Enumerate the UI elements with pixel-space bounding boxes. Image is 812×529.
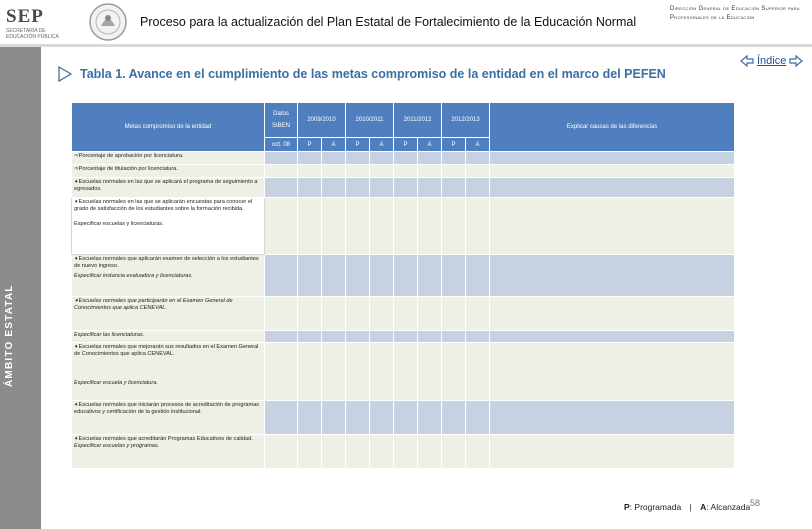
header-a: A — [418, 138, 442, 152]
value-cell[interactable] — [322, 331, 346, 343]
value-cell[interactable] — [370, 178, 394, 198]
value-cell[interactable] — [370, 343, 394, 401]
causes-cell[interactable] — [490, 297, 735, 331]
goal-label: ➾Porcentaje de titulación por licenciatura. — [72, 165, 265, 178]
value-cell[interactable] — [322, 297, 346, 331]
table-row — [72, 435, 735, 469]
value-cell[interactable] — [394, 401, 418, 435]
table-row — [72, 198, 735, 255]
sep-logo-subtitle: SECRETARÍA DE EDUCACIÓN PÚBLICA — [6, 28, 59, 40]
goal-label — [72, 343, 265, 401]
value-cell[interactable] — [370, 165, 394, 178]
table-row — [72, 297, 735, 331]
value-cell[interactable] — [322, 435, 346, 469]
header-datos-line2: SIBEN — [271, 123, 290, 129]
value-cell[interactable] — [418, 401, 442, 435]
datos-cell[interactable] — [265, 178, 298, 198]
value-cell[interactable] — [442, 435, 466, 469]
value-cell[interactable] — [346, 331, 370, 343]
value-cell[interactable] — [322, 152, 346, 165]
header-datos-date: oct. 08 — [265, 138, 298, 152]
causes-cell[interactable] — [490, 435, 735, 469]
goal-spec: Especificar instancia evaluadora y licenciaturas. — [74, 273, 193, 279]
goal-label — [72, 255, 265, 297]
goal-label: Especificar las licenciaturas. — [72, 331, 265, 343]
next-arrow-icon[interactable] — [789, 54, 803, 68]
goal-text: ➧Escuelas normales que mejorarán sus resultados en el Examen General de Conocimientos que aplica CENEVAL. — [74, 344, 259, 357]
header-a: A — [322, 138, 346, 152]
value-cell[interactable] — [370, 152, 394, 165]
value-cell[interactable] — [298, 435, 322, 469]
header-p: P — [298, 138, 322, 152]
value-cell[interactable] — [466, 198, 490, 255]
value-cell[interactable] — [466, 255, 490, 297]
page-header — [0, 0, 812, 46]
value-cell[interactable] — [442, 297, 466, 331]
datos-cell[interactable] — [265, 297, 298, 331]
causes-cell[interactable] — [490, 255, 735, 297]
causes-cell[interactable] — [490, 343, 735, 401]
value-cell[interactable] — [442, 401, 466, 435]
value-cell[interactable] — [466, 331, 490, 343]
goal-text: ➧Escuelas normales que acreditarán Programas Educativos de calidad. — [74, 436, 253, 442]
header-p: P — [346, 138, 370, 152]
goal-text: ➧Escuelas normales en las que se aplicarán encuestas para conocer el grado de satisfacción de los estudiantes sobre la formación recibida. — [74, 199, 253, 212]
header-a: A — [466, 138, 490, 152]
causes-cell[interactable] — [490, 401, 735, 435]
value-cell[interactable] — [466, 343, 490, 401]
value-cell[interactable] — [394, 152, 418, 165]
value-cell[interactable] — [370, 198, 394, 255]
value-cell[interactable] — [370, 331, 394, 343]
datos-cell[interactable] — [265, 198, 298, 255]
value-cell[interactable] — [466, 435, 490, 469]
value-cell[interactable] — [346, 297, 370, 331]
caption-text: Tabla 1. Avance en el cumplimiento de las metas compromiso de la entidad en el marco del PEFEN — [80, 67, 666, 81]
goal-spec: Especificar escuelas y programas. — [74, 443, 160, 449]
value-cell[interactable] — [394, 435, 418, 469]
value-cell[interactable] — [298, 198, 322, 255]
value-cell[interactable] — [418, 331, 442, 343]
directorate-label: Dirección General de Educación Superior para Profesionales de la Educación — [670, 6, 800, 21]
value-cell[interactable] — [418, 255, 442, 297]
value-cell[interactable] — [466, 401, 490, 435]
value-cell[interactable] — [370, 255, 394, 297]
value-cell[interactable] — [466, 165, 490, 178]
goal-label: ➧Escuelas normales que iniciarán procesos de acreditación de programas educativos y certificación de la gestión institucional. — [72, 401, 265, 435]
value-cell[interactable] — [442, 331, 466, 343]
value-cell[interactable] — [322, 165, 346, 178]
causes-cell[interactable] — [490, 152, 735, 165]
national-seal-icon — [88, 2, 128, 42]
value-cell[interactable] — [322, 255, 346, 297]
goal-label: ➧Escuelas normales en las que se aplicará el programa de seguimiento a egresados. — [72, 178, 265, 198]
datos-cell[interactable] — [265, 165, 298, 178]
value-cell[interactable] — [394, 255, 418, 297]
value-cell[interactable] — [322, 198, 346, 255]
value-cell[interactable] — [442, 165, 466, 178]
sep-logo-text: SEP — [6, 6, 44, 27]
value-cell[interactable] — [394, 331, 418, 343]
value-cell[interactable] — [346, 343, 370, 401]
table-row — [72, 401, 735, 435]
value-cell[interactable] — [418, 152, 442, 165]
value-cell[interactable] — [346, 401, 370, 435]
value-cell[interactable] — [370, 401, 394, 435]
value-cell[interactable] — [322, 401, 346, 435]
value-cell[interactable] — [442, 152, 466, 165]
legend-a-text: : Alcanzada — [706, 502, 751, 512]
value-cell[interactable] — [442, 343, 466, 401]
value-cell[interactable] — [346, 198, 370, 255]
datos-cell[interactable] — [265, 255, 298, 297]
legend-separator: | — [689, 502, 692, 512]
value-cell[interactable] — [298, 343, 322, 401]
value-cell[interactable] — [298, 401, 322, 435]
value-cell[interactable] — [466, 297, 490, 331]
sep-logo — [6, 6, 80, 42]
header-year: 2010/2011 — [346, 103, 394, 138]
value-cell[interactable] — [370, 297, 394, 331]
causes-cell[interactable] — [490, 198, 735, 255]
index-navigation — [740, 53, 803, 69]
header-datos-line1: Datos — [273, 111, 289, 117]
legend-a-key: A — [700, 502, 707, 512]
header-divider — [0, 44, 812, 47]
table-row — [72, 152, 735, 165]
header-p: P — [394, 138, 418, 152]
datos-cell[interactable] — [265, 401, 298, 435]
value-cell[interactable] — [298, 297, 322, 331]
legend-p-text: : Programada — [629, 502, 682, 512]
value-cell[interactable] — [298, 255, 322, 297]
header-a: A — [370, 138, 394, 152]
value-cell[interactable] — [418, 198, 442, 255]
table-caption — [58, 66, 666, 82]
value-cell[interactable] — [346, 255, 370, 297]
value-cell[interactable] — [394, 343, 418, 401]
sidebar — [0, 47, 41, 529]
header-causas: Explicar causas de las diferencias — [490, 103, 735, 152]
value-cell[interactable] — [298, 152, 322, 165]
value-cell[interactable] — [346, 178, 370, 198]
goal-label — [72, 198, 265, 255]
value-cell[interactable] — [394, 165, 418, 178]
index-link[interactable]: Índice — [757, 55, 787, 67]
table-row — [72, 165, 735, 178]
goal-label: ➧Escuelas normales que participarán en el Examen General de Conocimientos que aplica CENEVAL — [72, 297, 265, 331]
datos-cell[interactable] — [265, 152, 298, 165]
value-cell[interactable] — [394, 178, 418, 198]
goal-label: ➾Porcentaje de aprobación por licenciatura. — [72, 152, 265, 165]
value-cell[interactable] — [442, 198, 466, 255]
datos-cell[interactable] — [265, 435, 298, 469]
page-number: 58 — [750, 498, 761, 508]
value-cell[interactable] — [346, 435, 370, 469]
value-cell[interactable] — [466, 152, 490, 165]
causes-cell[interactable] — [490, 178, 735, 198]
value-cell[interactable] — [394, 297, 418, 331]
value-cell[interactable] — [298, 178, 322, 198]
value-cell[interactable] — [418, 435, 442, 469]
value-cell[interactable] — [346, 165, 370, 178]
legend — [624, 502, 750, 512]
value-cell[interactable] — [442, 255, 466, 297]
header-metas: Metas compromiso de la entidad — [72, 103, 265, 152]
page-title: Proceso para la actualización del Plan Estatal de Fortalecimiento de la Educación Normal — [140, 15, 637, 29]
value-cell[interactable] — [322, 178, 346, 198]
goal-spec: Especificar escuela y licenciatura. — [74, 380, 158, 386]
table-row — [72, 331, 735, 343]
value-cell[interactable] — [322, 343, 346, 401]
table-row — [72, 178, 735, 198]
value-cell[interactable] — [466, 178, 490, 198]
goal-spec: Especificar escuelas y licenciaturas. — [74, 221, 164, 227]
causes-cell[interactable] — [490, 331, 735, 343]
value-cell[interactable] — [418, 343, 442, 401]
sidebar-label: ÁMBITO ESTATAL — [4, 284, 15, 387]
value-cell[interactable] — [418, 297, 442, 331]
legend-p-key: P — [624, 502, 630, 512]
value-cell[interactable] — [370, 435, 394, 469]
goal-label — [72, 435, 265, 469]
header-year: 2011/2012 — [394, 103, 442, 138]
table-row — [72, 255, 735, 297]
value-cell[interactable] — [346, 152, 370, 165]
header-datos — [265, 103, 298, 138]
value-cell[interactable] — [418, 178, 442, 198]
previous-arrow-icon[interactable] — [740, 54, 754, 68]
goals-table-grid — [71, 102, 735, 469]
value-cell[interactable] — [394, 198, 418, 255]
value-cell[interactable] — [442, 178, 466, 198]
datos-cell[interactable] — [265, 343, 298, 401]
goal-text: ➧Escuelas normales que aplicarán examen de selección a los estudiantes de nuevo ingreso. — [74, 256, 259, 269]
goals-table — [71, 102, 734, 469]
header-year: 2009/2010 — [298, 103, 346, 138]
caption-triangle-icon — [58, 66, 72, 82]
causes-cell[interactable] — [490, 165, 735, 178]
table-row — [72, 343, 735, 401]
value-cell[interactable] — [418, 165, 442, 178]
header-year: 2012/2013 — [442, 103, 490, 138]
value-cell[interactable] — [298, 331, 322, 343]
datos-cell[interactable] — [265, 331, 298, 343]
header-p: P — [442, 138, 466, 152]
value-cell[interactable] — [298, 165, 322, 178]
